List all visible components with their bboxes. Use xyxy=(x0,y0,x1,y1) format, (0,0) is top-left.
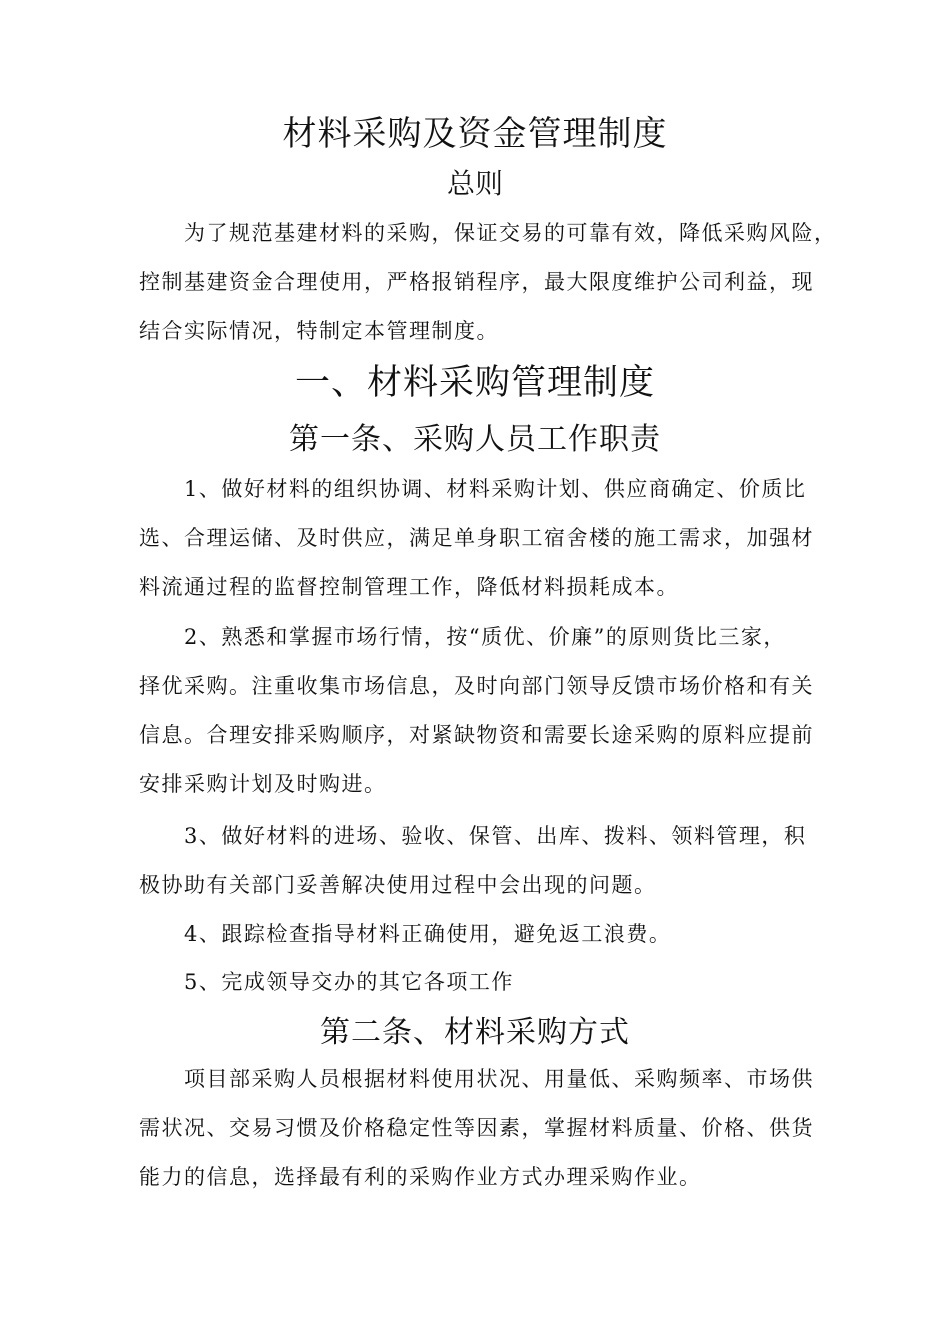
paragraph-line: 择优采购。注重收集市场信息，及时向部门领导反馈市场价格和有关 xyxy=(139,674,814,698)
paragraph-line: 料流通过程的监督控制管理工作，降低材料损耗成本。 xyxy=(139,575,679,599)
paragraph-line: 5、完成领导交办的其它各项工作 xyxy=(184,970,514,994)
section-one-heading: 一、材料采购管理制度 xyxy=(294,363,655,403)
paragraph-line: 项目部采购人员根据材料使用状况、用量低、采购频率、市场供 xyxy=(184,1067,814,1091)
paragraph-line: 安排采购计划及时购进。 xyxy=(139,772,387,796)
paragraph-line: 为了规范基建材料的采购，保证交易的可靠有效，降低采购风险， xyxy=(184,221,837,245)
paragraph-line: 极协助有关部门妥善解决使用过程中会出现的问题。 xyxy=(139,873,657,897)
paragraph-line: 能力的信息，选择最有利的采购作业方式办理采购作业。 xyxy=(139,1165,702,1189)
paragraph-line: 信息。合理安排采购顺序，对紧缺物资和需要长途采购的原料应提前 xyxy=(139,723,814,747)
paragraph-line: 需状况、交易习惯及价格稳定性等因素，掌握材料质量、价格、供货 xyxy=(139,1116,814,1140)
general-provisions-heading: 总则 xyxy=(446,167,503,200)
paragraph-line: 控制基建资金合理使用，严格报销程序，最大限度维护公司利益，现 xyxy=(139,270,814,294)
paragraph-line: 1、做好材料的组织协调、材料采购计划、供应商确定、价质比 xyxy=(184,477,807,501)
article-one-heading: 第一条、采购人员工作职责 xyxy=(289,422,661,457)
document-title: 材料采购及资金管理制度 xyxy=(282,114,668,154)
paragraph-line: 3、做好材料的进场、验收、保管、出库、拨料、领料管理，积 xyxy=(184,824,807,848)
article-two-heading: 第二条、材料采购方式 xyxy=(320,1015,630,1050)
paragraph-line: 2、熟悉和掌握市场行情，按“质优、价廉”的原则货比三家， xyxy=(184,625,786,649)
paragraph-line: 选、合理运储、及时供应，满足单身职工宿舍楼的施工需求，加强材 xyxy=(139,526,814,550)
paragraph-line: 4、跟踪检查指导材料正确使用，避免返工浪费。 xyxy=(184,922,672,946)
paragraph-line: 结合实际情况，特制定本管理制度。 xyxy=(139,319,499,343)
